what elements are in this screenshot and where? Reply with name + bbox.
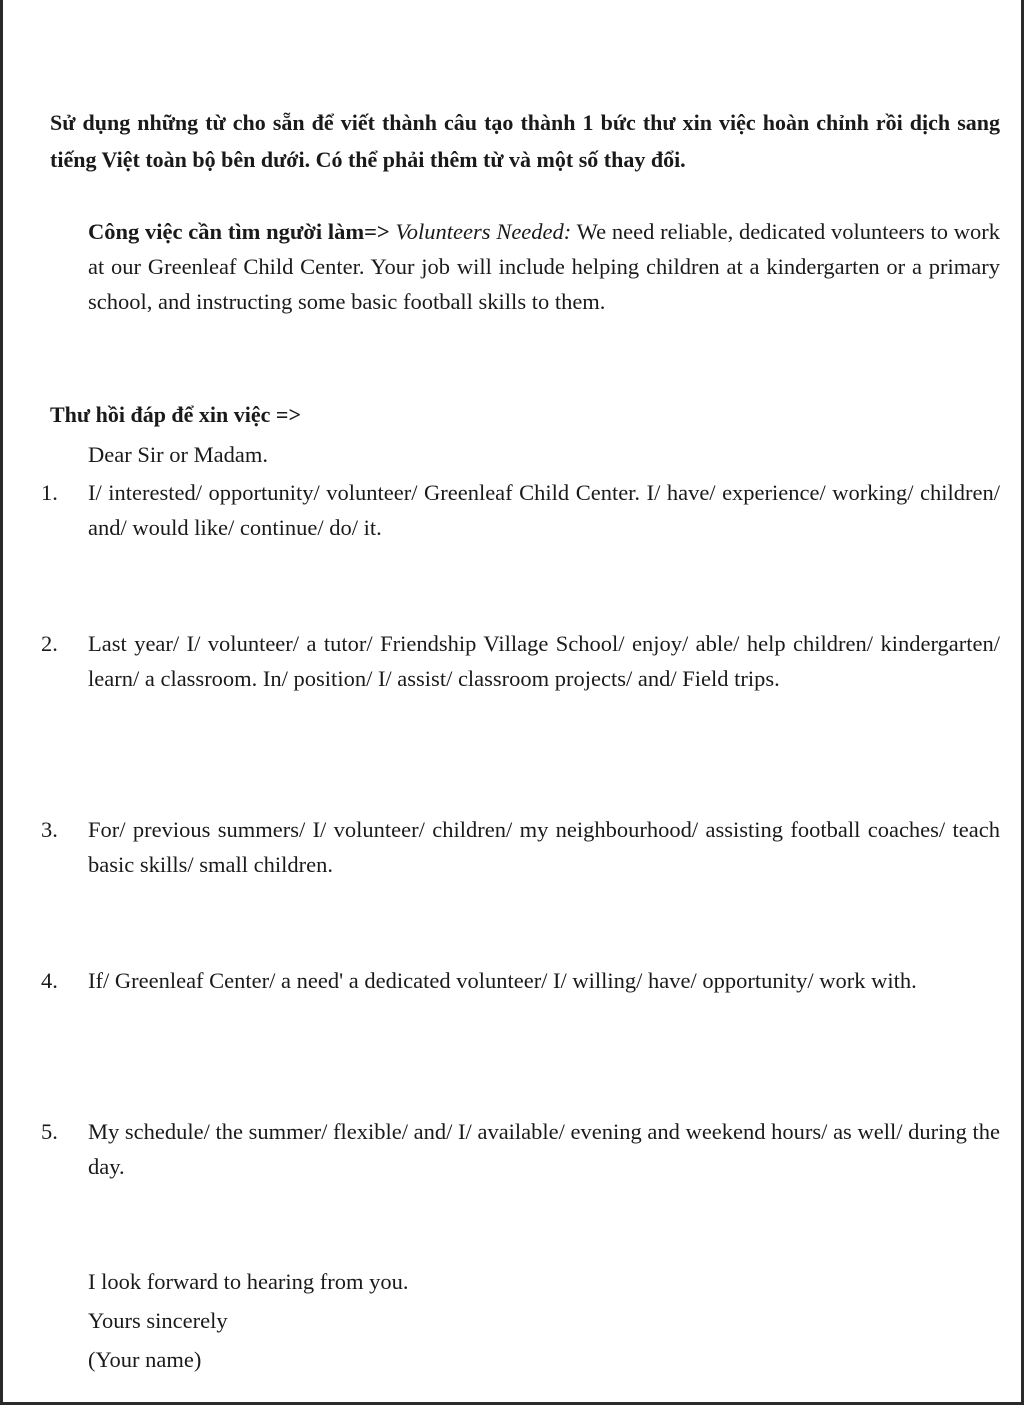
item-number: 2.	[41, 631, 58, 656]
item-prompt: For/ previous summers/ I/ volunteer/ children/ my neighbourhood/ assisting football coaches/ teach basic skills/ small children.	[88, 817, 1000, 877]
item-prompt: If/ Greenleaf Center/ a need' a dedicated volunteer/ I/ willing/ have/ opportunity/ work with.	[88, 968, 917, 993]
closing-line: I look forward to hearing from you.	[88, 1269, 409, 1294]
job-advertisement	[88, 214, 1000, 319]
item-number: 1.	[41, 480, 58, 505]
job-ad-label: Công việc cần tìm người làm=>	[88, 219, 390, 244]
item-number: 3.	[41, 817, 58, 842]
instruction-text: Sử dụng những từ cho sẵn để viết thành câu tạo thành 1 bức thư xin việc hoàn chỉnh rồi dịch sang tiếng Việt toàn bộ bên dưới. Có thể phải thêm từ và một số thay đổi.	[50, 110, 1000, 172]
item-number: 4.	[41, 968, 58, 993]
sign-off: Yours sincerely	[88, 1308, 228, 1333]
reply-heading: Thư hồi đáp để xin việc =>	[50, 402, 301, 427]
salutation: Dear Sir or Madam.	[88, 442, 268, 467]
item-prompt: My schedule/ the summer/ flexible/ and/ I/ available/ evening and weekend hours/ as well/ during the day.	[88, 1119, 1000, 1179]
item-prompt: Last year/ I/ volunteer/ a tutor/ Friendship Village School/ enjoy/ able/ help children/ kindergarten/ learn/ a classroom. In/ position/ I/ assist/ classroom projects/ and/ Field trips.	[88, 631, 1000, 691]
job-ad-title: Volunteers Needed:	[395, 219, 572, 244]
signature-placeholder: (Your name)	[88, 1347, 202, 1372]
item-prompt: I/ interested/ opportunity/ volunteer/ Greenleaf Child Center. I/ have/ experience/ working/ children/ and/ would like/ continue/ do/ it.	[88, 480, 1000, 540]
job-ad-text: We need reliable, dedicated volunteers to work at our Greenleaf Child Center. Your job will include helping children at a kindergarten or a primary school, and instructing some basic football skills to them.	[88, 219, 1001, 314]
item-number: 5.	[41, 1119, 58, 1144]
